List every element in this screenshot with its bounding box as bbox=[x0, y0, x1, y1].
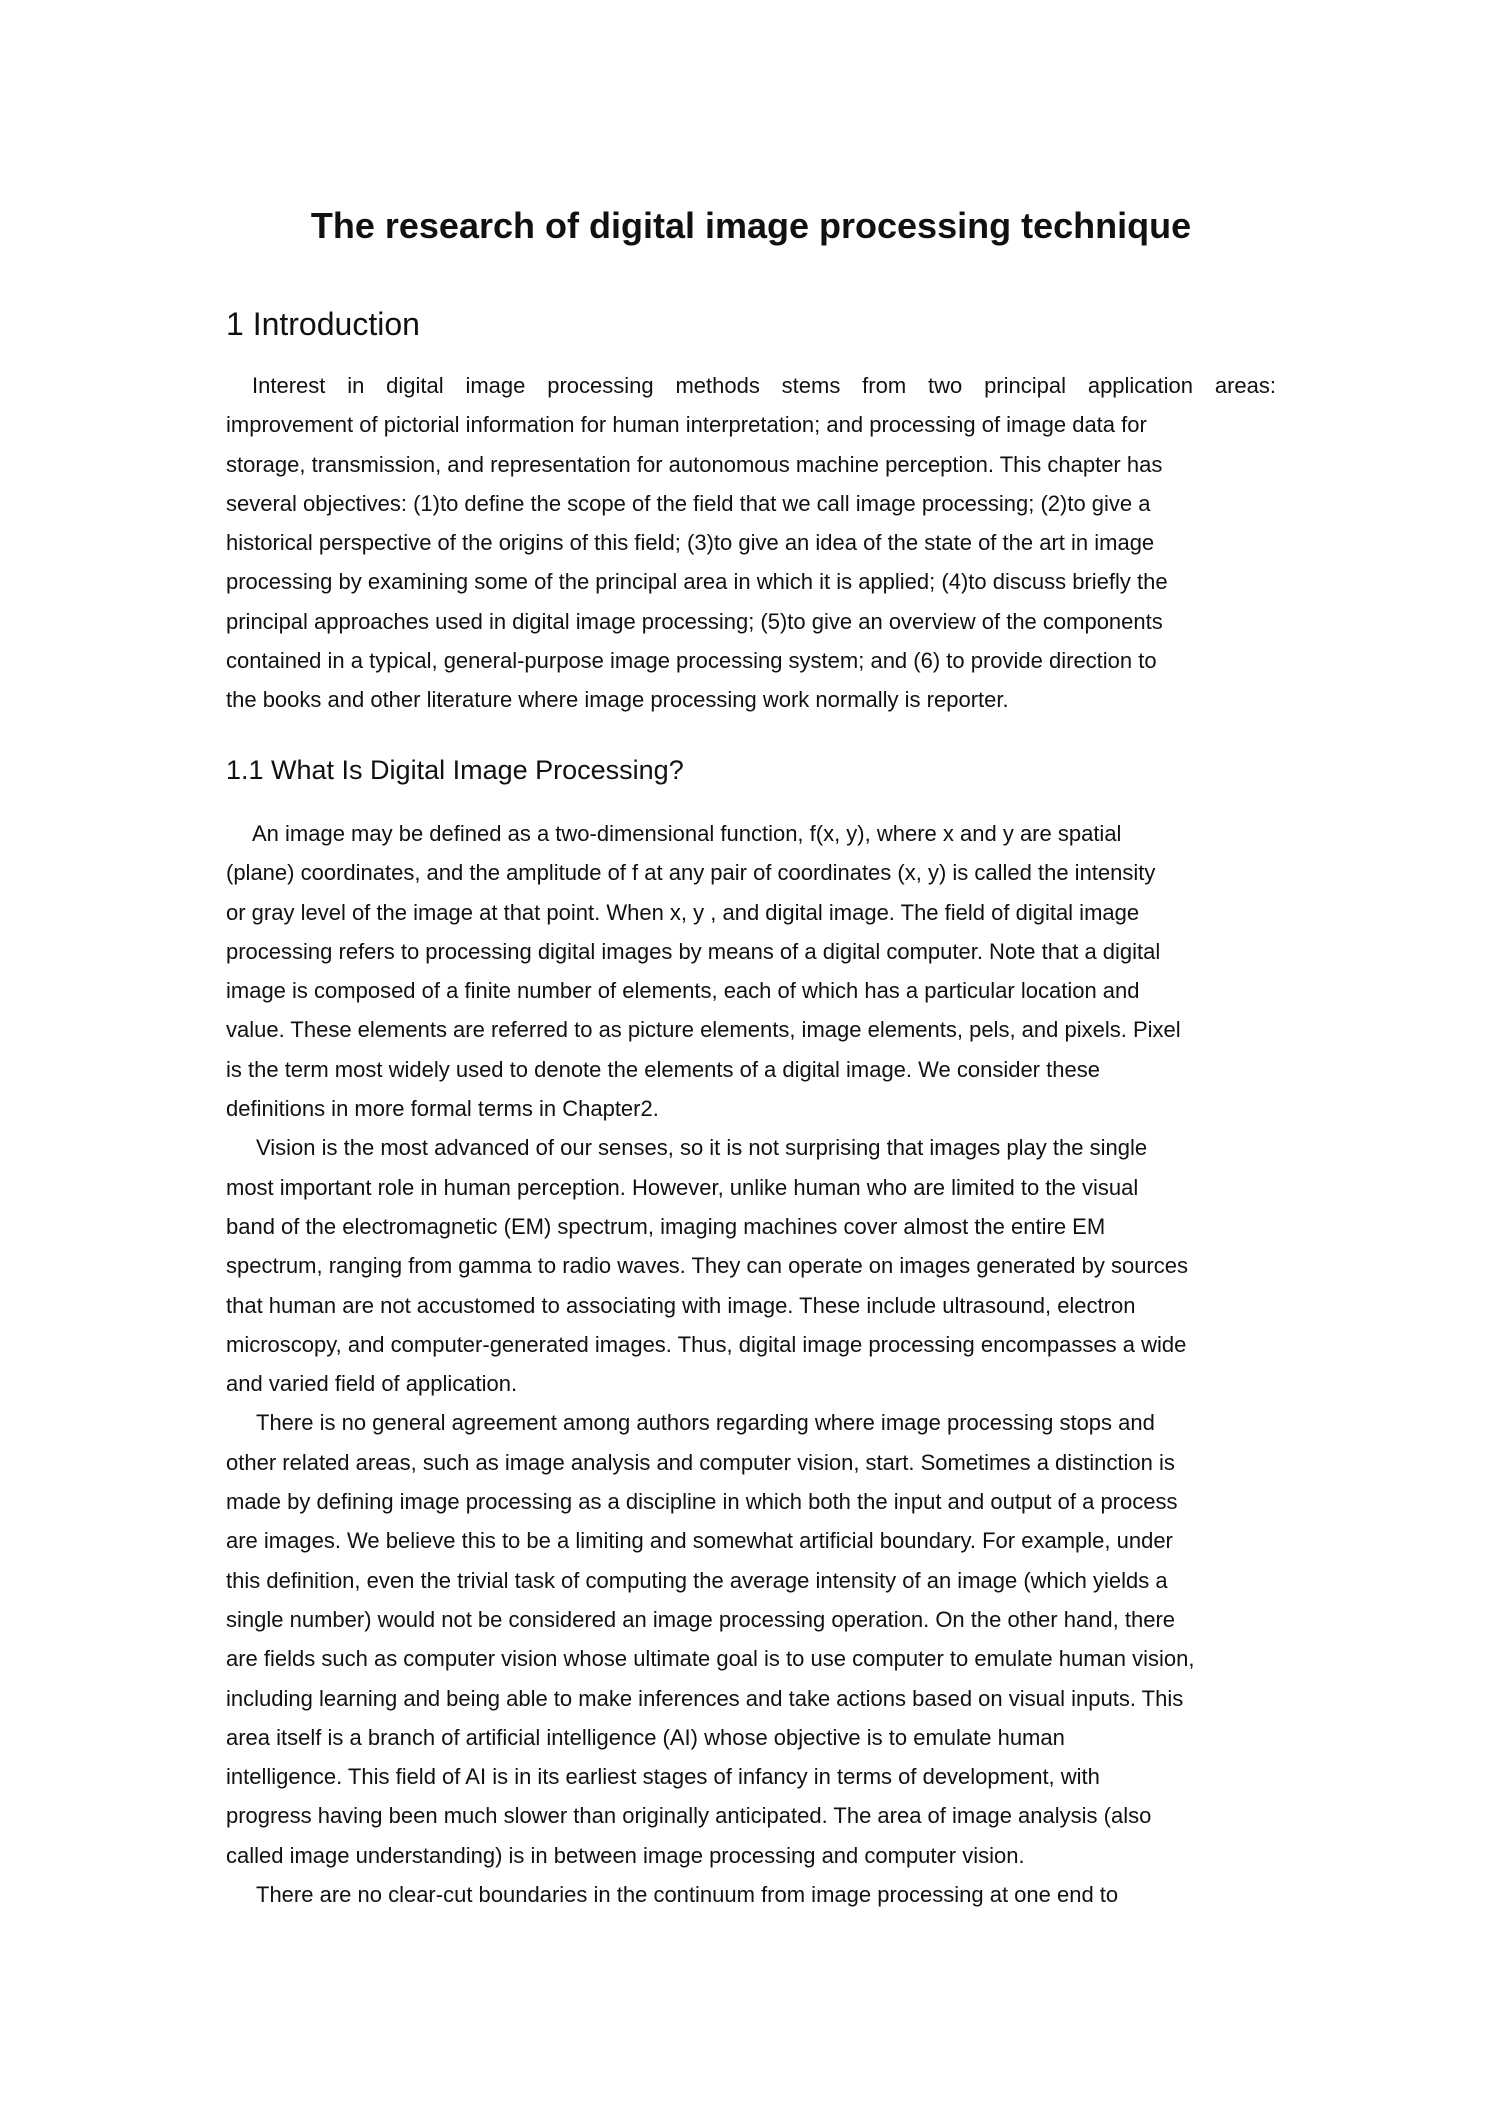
text-line: There are no clear-cut boundaries in the continuum from image processing at one end to bbox=[256, 1882, 1119, 1908]
text-line: including learning and being able to make inferences and take actions based on visual inputs. This bbox=[226, 1685, 1184, 1711]
text-line: improvement of pictorial information for human interpretation; and processing of image data for bbox=[226, 412, 1147, 438]
text-line: several objectives: (1)to define the scope of the field that we call image processing; (2)to give a bbox=[226, 490, 1151, 516]
text-line: (plane) coordinates, and the amplitude of f at any pair of coordinates (x, y) is called the intensity bbox=[226, 860, 1156, 886]
text-line: intelligence. This field of AI is in its earliest stages of infancy in terms of development, with bbox=[226, 1764, 1100, 1790]
text-line: band of the electromagnetic (EM) spectrum, imaging machines cover almost the entire EM bbox=[226, 1213, 1106, 1239]
text-line: most important role in human perception. However, unlike human who are limited to the visual bbox=[226, 1174, 1139, 1200]
text-line: is the term most widely used to denote the elements of a digital image. We consider these bbox=[226, 1056, 1100, 1082]
text-line: are fields such as computer vision whose ultimate goal is to use computer to emulate human vision, bbox=[226, 1646, 1195, 1672]
text-line: value. These elements are referred to as picture elements, image elements, pels, and pixels. Pixel bbox=[226, 1017, 1181, 1043]
text-line: contained in a typical, general-purpose image processing system; and (6) to provide direction to bbox=[226, 648, 1157, 674]
section-heading-introduction: 1 Introduction bbox=[226, 306, 420, 342]
text-line: and varied field of application. bbox=[226, 1371, 518, 1397]
text-line: processing by examining some of the principal area in which it is applied; (4)to discuss briefly the bbox=[226, 569, 1168, 595]
text-line: called image understanding) is in between image processing and computer vision. bbox=[226, 1842, 1025, 1868]
text-line: image is composed of a finite number of elements, each of which has a particular location and bbox=[226, 978, 1140, 1004]
text-line: other related areas, such as image analysis and computer vision, start. Sometimes a distinction is bbox=[226, 1449, 1175, 1475]
text-line: Vision is the most advanced of our senses, so it is not surprising that images play the single bbox=[256, 1135, 1148, 1161]
text-line: storage, transmission, and representation for autonomous machine perception. This chapter has bbox=[226, 451, 1163, 477]
text-line: area itself is a branch of artificial intelligence (AI) whose objective is to emulate human bbox=[226, 1724, 1065, 1750]
text-line: progress having been much slower than originally anticipated. The area of image analysis (also bbox=[226, 1803, 1152, 1829]
text-line: spectrum, ranging from gamma to radio waves. They can operate on images generated by sources bbox=[226, 1253, 1188, 1279]
section-1-1-body bbox=[226, 814, 1276, 1914]
text-line: single number) would not be considered an image processing operation. On the other hand, there bbox=[226, 1606, 1176, 1632]
text-line: processing refers to processing digital images by means of a digital computer. Note that a digital bbox=[226, 938, 1161, 964]
text-line: made by defining image processing as a discipline in which both the input and output of a process bbox=[226, 1489, 1178, 1515]
text-line: Interest in digital image processing methods stems from two principal application areas: bbox=[252, 373, 1276, 398]
text-line: There is no general agreement among authors regarding where image processing stops and bbox=[256, 1410, 1155, 1436]
text-line: microscopy, and computer-generated images. Thus, digital image processing encompasses a wide bbox=[226, 1331, 1187, 1357]
text-line: definitions in more formal terms in Chapter2. bbox=[226, 1096, 659, 1122]
document-title: The research of digital image processing technique bbox=[310, 205, 1192, 246]
text-line: are images. We believe this to be a limiting and somewhat artificial boundary. For example, under bbox=[226, 1528, 1173, 1554]
text-line: or gray level of the image at that point. When x, y , and digital image. The field of digital image bbox=[226, 899, 1140, 925]
text-line: that human are not accustomed to associating with image. These include ultrasound, electron bbox=[226, 1292, 1136, 1318]
text-line: this definition, even the trivial task of computing the average intensity of an image (which yields a bbox=[226, 1567, 1168, 1593]
text-line: historical perspective of the origins of this field; (3)to give an idea of the state of the art in image bbox=[226, 530, 1155, 556]
text-line: the books and other literature where image processing work normally is reporter. bbox=[226, 687, 1009, 713]
intro-paragraph bbox=[226, 366, 1276, 720]
section-heading-what-is-dip: 1.1 What Is Digital Image Processing? bbox=[226, 755, 684, 785]
text-line: principal approaches used in digital image processing; (5)to give an overview of the components bbox=[226, 608, 1163, 634]
text-line: An image may be defined as a two-dimensional function, f(x, y), where x and y are spatial bbox=[252, 821, 1122, 846]
